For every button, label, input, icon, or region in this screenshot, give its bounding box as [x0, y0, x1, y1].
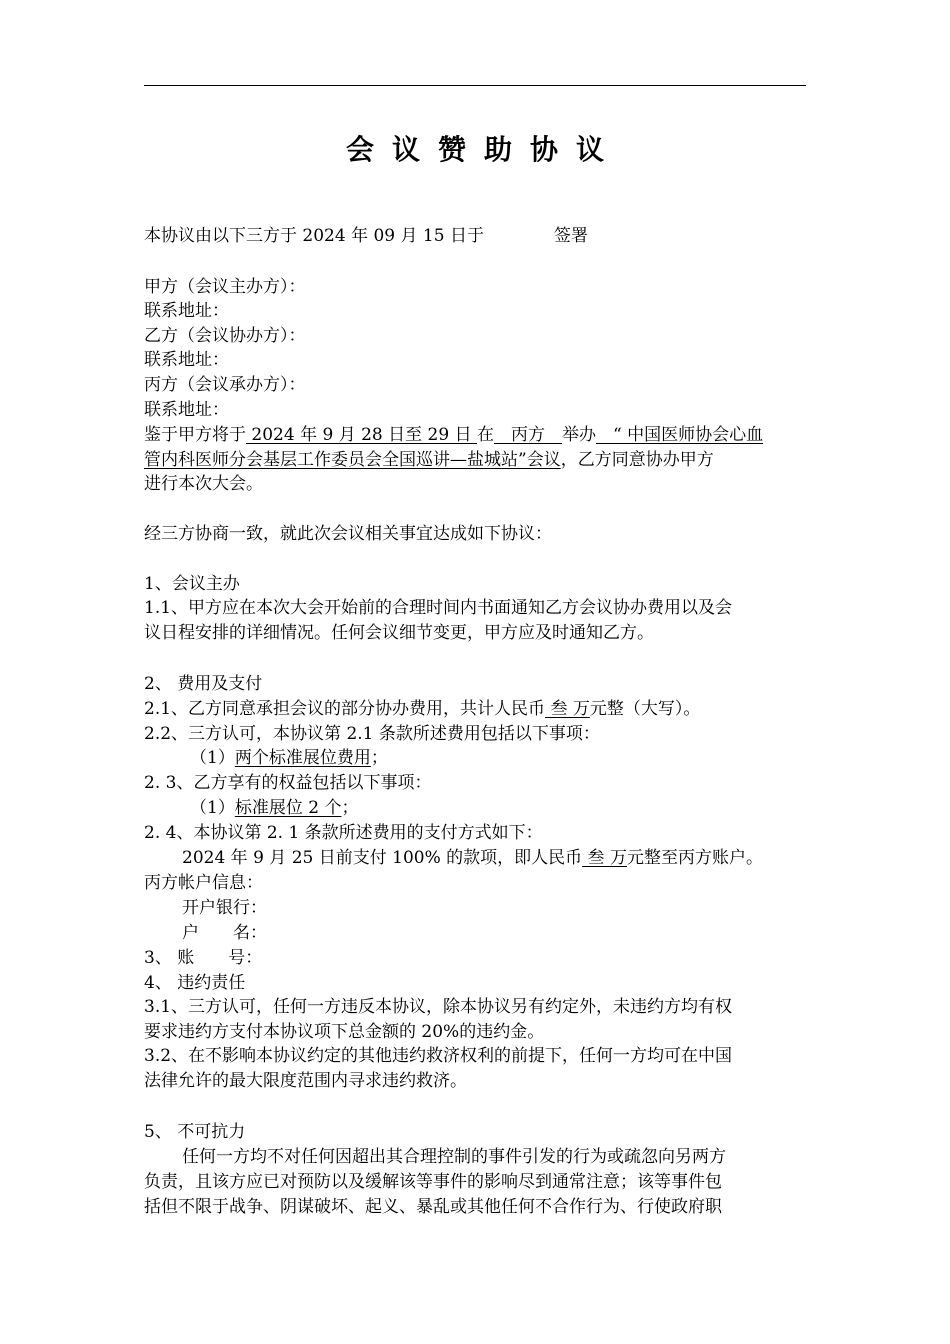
force-majeure-line-3: 括但不限于战争、阴谋破坏、起义、暴乱或其他任何不合作行为、行使政府职	[144, 1197, 722, 1217]
clause-2-2-item	[190, 746, 852, 771]
document-title: 会议赞助协议	[345, 133, 622, 166]
party-b-address: 联系地址：	[144, 350, 229, 370]
whereas-date: 2024 年 9 月 28 日至 29 日	[246, 425, 477, 445]
clause-2-1-amount: 叁 万	[545, 699, 590, 719]
consensus-text: 经三方协商一致，就此次会议相关事宜达成如下协议：	[144, 524, 552, 544]
clause-2-3-item-text: 标准展位 2 个	[234, 798, 342, 818]
account-name-label: 户 名：	[182, 923, 267, 943]
section-3-heading: 3、 账 号：	[144, 948, 263, 968]
whereas-text: 举办	[561, 425, 596, 445]
intro-suffix: 签署	[553, 226, 588, 246]
party-a: 甲方（会议主办方）：	[144, 277, 306, 297]
whereas-text: ，乙方同意协办甲方	[560, 450, 714, 470]
whereas-text: 鉴于甲方将于	[144, 425, 246, 445]
whereas-meeting-name: 管内科医师分会基层工作委员会全国巡讲—盐城站”会议	[144, 450, 561, 470]
clause-2-1	[144, 697, 806, 722]
account-info-title: 丙方帐户信息：	[144, 873, 263, 893]
header-rule	[144, 85, 806, 86]
clause-2-4: 2. 4、本协议第 2. 1 条款所述费用的支付方式如下：	[144, 823, 543, 843]
clause-1-1-line-1: 1.1、甲方应在本次大会开始前的合理时间内书面通知乙方会议协办费用以及会	[144, 598, 733, 618]
item-suffix: ；	[370, 748, 388, 768]
section-4-heading: 4、 违约责任	[144, 973, 246, 993]
clause-2-3-item	[190, 796, 852, 821]
section-5-heading: 5、 不可抗力	[144, 1122, 246, 1142]
item-suffix: ；	[341, 798, 359, 818]
clause-3-1-line-1: 3.1、三方认可，任何一方违反本协议，除本协议另有约定外，未违约方均有权	[144, 997, 733, 1017]
item-number: （1）	[190, 798, 235, 818]
clause-text: 元整（大写）。	[589, 699, 701, 719]
clause-3-1-line-2: 要求违约方支付本协议项下总金额的 20%的违约金。	[144, 1022, 545, 1042]
clause-text: 2.1、乙方同意承担会议的部分协办费用，共计人民币	[144, 699, 546, 719]
clause-2-3: 2. 3、乙方享有的权益包括以下事项：	[144, 773, 432, 793]
whereas-meeting-name: “ 中国医师协会心血	[595, 425, 764, 445]
whereas-line-3: 进行本次大会。	[144, 474, 263, 494]
clause-2-4-payment	[182, 846, 844, 871]
section-2-heading: 2、 费用及支付	[144, 674, 263, 694]
clause-text: 2024 年 9 月 25 日前支付 100% 的款项，即人民币	[182, 848, 583, 868]
bank-label: 开户银行：	[182, 898, 267, 918]
party-c-address: 联系地址：	[144, 400, 229, 420]
whereas-line-1	[144, 423, 806, 448]
whereas-place: 丙方	[493, 425, 562, 445]
whereas-line-2	[144, 448, 806, 473]
clause-1-1-line-2: 议日程安排的详细情况。任何会议细节变更，甲方应及时通知乙方。	[144, 623, 654, 643]
clause-2-2-item-text: 两个标准展位费用	[234, 748, 371, 768]
clause-text: 元整至丙方账户。	[626, 848, 763, 868]
force-majeure-line-1: 任何一方均不对任何因超出其合理控制的事件引发的行为或疏忽向另两方	[182, 1147, 726, 1167]
clause-2-2: 2.2、三方认可，本协议第 2.1 条款所述费用包括以下事项：	[144, 724, 600, 744]
item-number: （1）	[190, 748, 235, 768]
whereas-text: 在	[476, 425, 494, 445]
intro-line	[144, 224, 806, 249]
clause-3-2-line-2: 法律允许的最大限度范围内寻求违约救济。	[144, 1071, 467, 1091]
party-c: 丙方（会议承办方）：	[144, 375, 306, 395]
clause-2-4-amount: 叁 万	[582, 848, 627, 868]
party-b: 乙方（会议协办方）：	[144, 326, 306, 346]
intro-text: 本协议由以下三方于 2024 年 09 月 15 日于	[144, 226, 484, 246]
clause-3-2-line-1: 3.2、在不影响本协议约定的其他违约救济权利的前提下，任何一方均可在中国	[144, 1046, 733, 1066]
party-a-address: 联系地址：	[144, 301, 229, 321]
force-majeure-line-2: 负责，且该方应已对预防以及缓解该等事件的影响尽到通常注意；该等事件包	[144, 1172, 722, 1192]
section-1-heading: 1、会议主办	[144, 574, 240, 594]
